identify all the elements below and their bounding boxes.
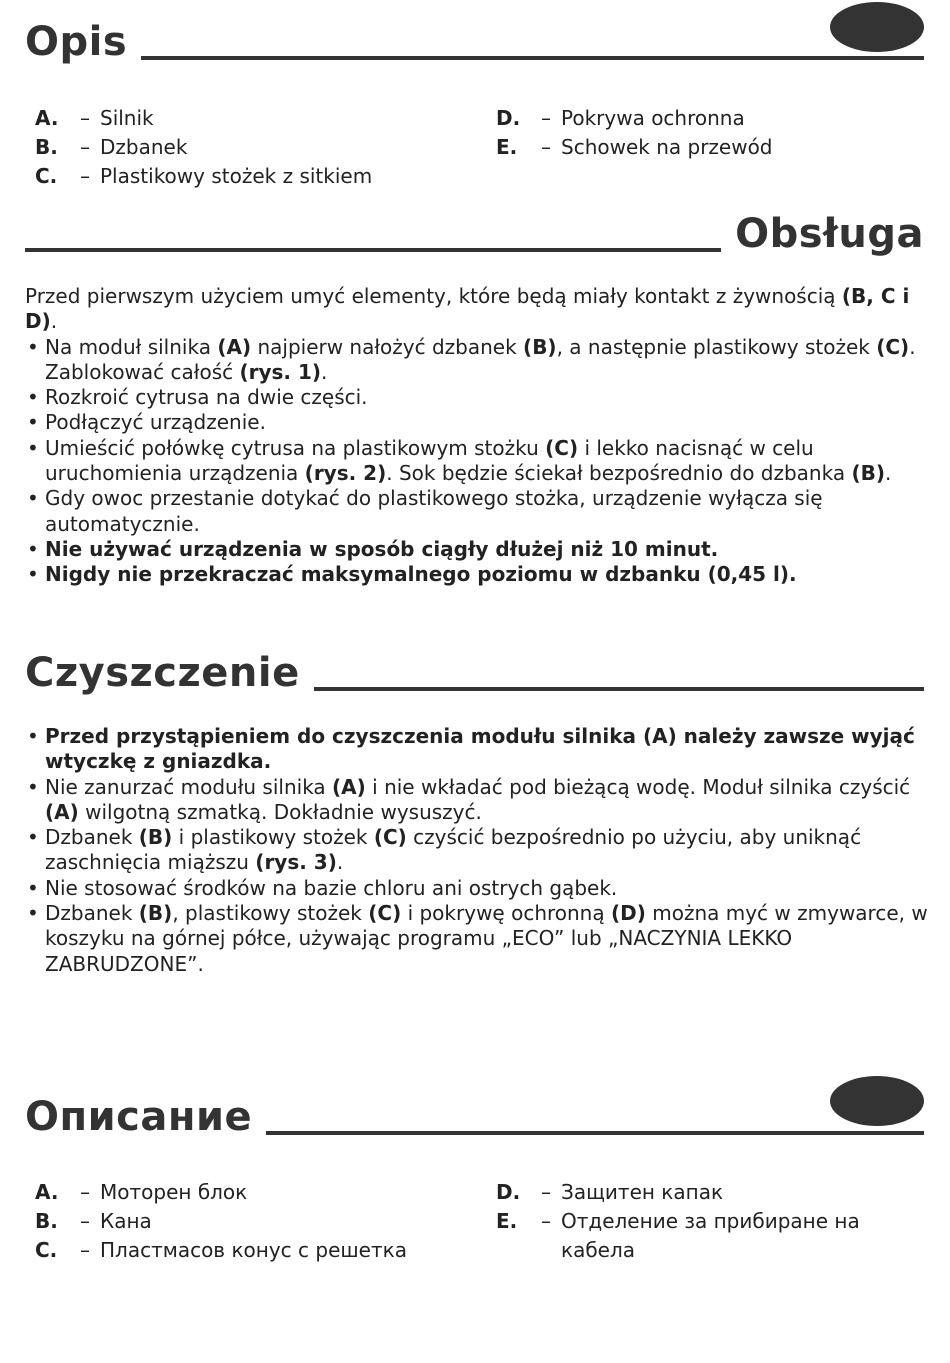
heading-czyszczenie — [25, 650, 924, 696]
bold-text: (rys. 1) — [239, 359, 322, 384]
language-tab-oval — [830, 1076, 924, 1126]
part-dash: – — [80, 1209, 90, 1233]
part-name: Pokrywa ochronna — [561, 106, 745, 130]
heading-opisanie-title: Описание — [25, 1094, 253, 1140]
bold-text: (C) — [545, 435, 579, 460]
part-dash: – — [80, 135, 90, 159]
list-item — [25, 724, 930, 775]
opis-parts-col1 — [35, 104, 475, 191]
list-item — [25, 537, 930, 562]
bold-text: (D) — [610, 901, 646, 926]
opis-parts-col2 — [496, 104, 926, 162]
part-name: Защитен капак — [561, 1180, 724, 1204]
part-name: Пластмасов конус с решетка — [100, 1238, 407, 1262]
heading-obsluga-title: Obsługa — [735, 211, 924, 257]
part-name: Plastikowy stożek z sitkiem — [100, 164, 373, 188]
heading-opis — [25, 19, 924, 65]
bold-text: (rys. 2) — [304, 461, 387, 486]
list-item: • Rozkroić cytrusa na dwie części. — [25, 385, 930, 410]
part-item — [496, 1178, 896, 1207]
bold-text: (B, C i D) — [25, 284, 910, 334]
heading-czyszczenie-rule — [314, 687, 924, 691]
heading-obsluga-rule — [25, 248, 721, 252]
part-letter: B. — [35, 135, 58, 159]
part-item — [35, 1178, 475, 1207]
heading-obsluga — [25, 211, 924, 257]
obsluga-bullets — [25, 335, 930, 588]
list-item: • Dzbanek (B) i plastikowy stożek (C) czyścić bezpośrednio po użyciu, aby uniknąć zaschnięcia miąższu (rys. 3). — [25, 825, 930, 876]
part-letter: D. — [496, 106, 521, 130]
bold-text: (rys. 3) — [255, 850, 337, 875]
heading-opisanie-rule — [266, 1131, 924, 1135]
part-letter: E. — [496, 135, 518, 159]
bold-text: (B) — [523, 334, 557, 359]
part-letter: C. — [35, 1238, 58, 1262]
part-name: Dzbanek — [100, 135, 188, 159]
list-item — [25, 562, 930, 587]
bold-text: Nie używać urządzenia w sposób ciągły dłużej niż 10 minut. — [45, 536, 719, 561]
bold-text: (A) — [332, 774, 366, 799]
obsluga-intro: Przed pierwszym użyciem umyć elementy, które będą miały kontakt z żywnością (B, C i D). — [25, 284, 910, 334]
list-item: • Nie zanurzać modułu silnika (A) i nie wkładać pod bieżącą wodę. Moduł silnika czyścić (A) wilgotną szmatką. Dokładnie wysuszyć. — [25, 775, 930, 826]
part-item — [35, 133, 475, 162]
opisanie-parts-col1 — [35, 1178, 475, 1265]
czyszczenie-bullets — [25, 724, 930, 977]
bold-text: (A) — [217, 334, 252, 359]
part-item — [35, 104, 475, 133]
heading-opis-title: Opis — [25, 19, 128, 65]
part-dash: – — [80, 164, 90, 188]
heading-czyszczenie-title: Czyszczenie — [25, 650, 300, 696]
part-item — [35, 1236, 475, 1265]
heading-opisanie — [25, 1094, 924, 1140]
part-item — [35, 1207, 475, 1236]
part-dash: – — [80, 106, 90, 130]
list-item: • Dzbanek (B), plastikowy stożek (C) i pokrywę ochronną (D) można myć w zmywarce, w koszyku na górnej półce, używając programu „ECO” lub „NACZYNIA LEKKO ZABRUDZONE”. — [25, 901, 930, 977]
part-dash: – — [541, 1209, 551, 1233]
part-name: Schowek na przewód — [561, 135, 773, 159]
part-item — [496, 104, 926, 133]
bold-text: (C) — [373, 825, 407, 850]
part-dash: – — [80, 1238, 90, 1262]
bold-text: (B) — [138, 825, 173, 850]
language-tab-oval — [830, 2, 924, 52]
bold-text: (A) — [45, 799, 79, 824]
bold-text: Nigdy nie przekraczać maksymalnego poziomu w dzbanku (0,45 l). — [45, 562, 797, 587]
part-letter: D. — [496, 1180, 521, 1204]
part-name: Отделение за прибиране на кабела — [561, 1209, 860, 1262]
bold-text: (B) — [851, 461, 885, 486]
list-item: • Na moduł silnika (A) najpierw nałożyć dzbanek (B), a następnie plastikowy stożek (C). Zablokować całość (rys. 1). — [25, 335, 930, 386]
list-item: • Umieścić połówkę cytrusa na plastikowym stożku (C) i lekko nacisnąć w celu uruchomienia urządzenia (rys. 2). Sok będzie ściekał bezpośrednio do dzbanka (B). — [25, 436, 930, 487]
part-dash: – — [541, 1180, 551, 1204]
part-item — [35, 162, 475, 191]
list-item: • Gdy owoc przestanie dotykać do plastikowego stożka, urządzenie wyłącza się automatycznie. — [25, 486, 930, 537]
bold-text: Przed przystąpieniem do czyszczenia modułu silnika (A) należy zawsze wyjąć wtyczkę z gniazdka. — [45, 724, 915, 774]
part-item — [496, 133, 926, 162]
part-dash: – — [541, 135, 551, 159]
bold-text: (C) — [368, 901, 402, 926]
part-letter: C. — [35, 164, 58, 188]
part-name: Моторен блок — [100, 1180, 248, 1204]
opisanie-parts-col2 — [496, 1178, 896, 1265]
part-name: Silnik — [100, 106, 154, 130]
part-letter: E. — [496, 1209, 518, 1233]
part-item — [496, 1207, 896, 1265]
part-letter: B. — [35, 1209, 58, 1233]
obsluga-section — [25, 284, 930, 588]
czyszczenie-section — [25, 724, 930, 977]
part-letter: A. — [35, 106, 59, 130]
part-dash: – — [80, 1180, 90, 1204]
part-name: Кана — [100, 1209, 152, 1233]
heading-opis-rule — [141, 56, 924, 60]
bold-text: (B) — [138, 901, 173, 926]
part-letter: A. — [35, 1180, 59, 1204]
part-dash: – — [541, 106, 551, 130]
bold-text: (C) — [876, 334, 910, 359]
list-item: • Nie stosować środków na bazie chloru ani ostrych gąbek. — [25, 876, 930, 901]
list-item: • Podłączyć urządzenie. — [25, 410, 930, 435]
